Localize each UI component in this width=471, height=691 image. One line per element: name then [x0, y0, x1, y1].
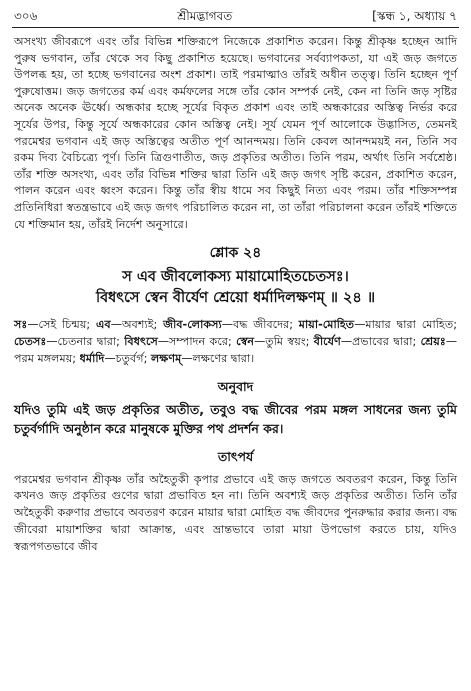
- synonym-meaning: —বদ্ধ জীবদের;: [221, 318, 299, 332]
- synonym-term: মায়া-মোহিত: [298, 318, 355, 332]
- synonym-term: লক্ষণম্: [150, 351, 182, 365]
- synonym-term: বীর্যেণ: [313, 334, 341, 348]
- intro-text: অসংখ্য জীবরূপে এবং তাঁর বিভিন্ন শক্তিরূপে নিজেকে প্রকাশিত করেন। কিন্তু শ্রীকৃষ্ণ হচ্ছেন আদি পুরুষ ভগবান, তাঁর থেকে সব কিছু প্রকাশিত হয়েছে। ভগবানের সর্বব্যাপকতা, যা এই জড় জগতে উপলব্ধ হয়, তা হচ্ছে ভগবানের অংশ প্রকাশ। তাই পরমাত্মাও তাঁরই অধীন তত্ত্ব। তিনি হচ্ছেন পূর্ণ পুরুষোত্তম। জড় জগতের কর্ম এবং কর্মফলের সঙ্গে তাঁর কোন সম্পর্ক নেই, কেন না তিনি জড় সৃষ্টির অনেক অনেক ঊর্ধ্বে। অন্ধকার হচ্ছে সূর্যের বিকৃত প্রকাশ এবং তাই অন্ধকারের অস্তিত্ব নির্ভর করে সূর্যের উপর, কিন্তু সূর্যে অন্ধকারের কোন অস্তিত্ব নেই। সূর্য যেমন পূর্ণ আলোকে উদ্ভাসিত, তেমনই পরমেশ্বর ভগবান এই জড় অস্তিত্বের অতীত পূর্ণ আনন্দময়। তিনি কেবল আনন্দময়ই নন, তিনি সব রকম দিব্য বৈচিত্র্যে পূর্ণ। তিনি ত্রিগুণাতীত, জড় প্রকৃতির অতীত। তিনি পরম, অর্থাৎ তিনি সর্বশ্রেষ্ঠ। তাঁর শক্তি অসংখ্য, এবং তাঁর বিভিন্ন শক্তির দ্বারা তিনি এই জড় জগৎ সৃষ্টি করেন, প্রকাশিত করেন, পালন করেন এবং ধ্বংস করেন। কিন্তু তাঁর স্বীয় ধামে সব কিছুই নিত্য এবং পরম। তাঁর শক্তিসম্পন্ন প্রতিনিধিরা স্বতন্ত্রভাবে এই জড় জগৎ পরিচালিত করেন না, তা তাঁরা পরিচালনা করেন তাঁরই শক্তিতে যে শক্তিমান হয়, তাঁরই নির্দেশ অনুসারে।: [14, 35, 457, 231]
- verse-line-1: স এব জীবলোকস্য মায়ামোহিতচেতসঃ।: [122, 269, 349, 286]
- book-title: শ্রীমদ্ভাগবত: [177, 9, 233, 23]
- synonym-meaning: —চেতনার দ্বারা;: [46, 334, 125, 348]
- verse-title: শ্লোক ২৪: [209, 245, 262, 262]
- synonym-meaning: —পরম মঙ্গলময়;: [14, 334, 458, 365]
- synonym-term: সঃ: [14, 318, 28, 332]
- synonym-meaning: —লক্ষণের দ্বারা।: [181, 351, 255, 365]
- synonym-term: জীব-লোকস্য: [163, 318, 222, 332]
- synonym-meaning: —চতুর্বর্গ;: [104, 351, 151, 365]
- purport-title: তাৎপর্য: [217, 448, 254, 464]
- synonym-meaning: —প্রভাবের দ্বারা;: [340, 334, 421, 348]
- synonym-term: চেতসঃ: [14, 334, 47, 348]
- synonym-term: শ্রেয়ঃ: [420, 334, 446, 348]
- chapter-reference: [স্কন্ধ ১, অধ্যায় ৭: [372, 9, 457, 23]
- synonym-meaning: —অবশ্যই;: [110, 318, 164, 332]
- synonym-term: স্বেন: [236, 334, 255, 348]
- synonyms: [14, 317, 457, 367]
- purport-text: পরমেশ্বর ভগবান শ্রীকৃষ্ণ তাঁর অহৈতুকী কৃপার প্রভাবে এই জড় জগতে অবতরণ করেন, কিন্তু তিনি কখনও জড় প্রকৃতির গুণের দ্বারা প্রভাবিত হন না। তিনি অবশ্যই জড় প্রকৃতির অতীত। তিনি তাঁর অহৈতুকী করুণার প্রভাবে অবতরণ করেন মায়ার দ্বারা মোহিত বদ্ধ জীবদের পুনরুদ্ধার করার জন্য। বদ্ধ জীবেরা মায়াশক্তির দ্বারা আক্রান্ত, এবং ভ্রান্তভাবে তারা মায়া উপভোগ করতে চায়, যদিও স্বরূপগতভাবে জীব: [14, 472, 457, 553]
- verse-text: [14, 267, 457, 309]
- header-rule: [12, 27, 459, 28]
- synonym-term: এব: [96, 318, 111, 332]
- intro-paragraph: [14, 34, 457, 233]
- synonym-meaning: —সম্পাদন করে;: [157, 334, 237, 348]
- synonym-meaning: —মায়ার দ্বারা মোহিত;: [354, 318, 457, 332]
- verse-line-2: বিধৎসে স্বেন বীর্যেণ শ্রেয়ো ধর্মাদিলক্ষণম্ ॥ ২৪ ॥: [95, 290, 376, 307]
- synonym-term: বিধৎসে: [124, 334, 158, 348]
- translation-title: অনুবাদ: [217, 378, 254, 394]
- synonym-meaning: —তুমি স্বয়ং;: [254, 334, 314, 348]
- translation-text: যদিও তুমি এই জড় প্রকৃতির অতীত, তবুও বদ্ধ জীবের পরম মঙ্গল সাধনের জন্য তুমি চতুর্বর্গাদি অনুষ্ঠান করে মানুষকে মুক্তির পথ প্রদর্শন কর।: [14, 401, 457, 436]
- synonym-term: ধর্মাদি: [79, 351, 105, 365]
- synonym-meaning: —সেই চিন্ময়;: [27, 318, 96, 332]
- page-header: [14, 8, 457, 24]
- page-number: ৩০৬: [14, 9, 38, 23]
